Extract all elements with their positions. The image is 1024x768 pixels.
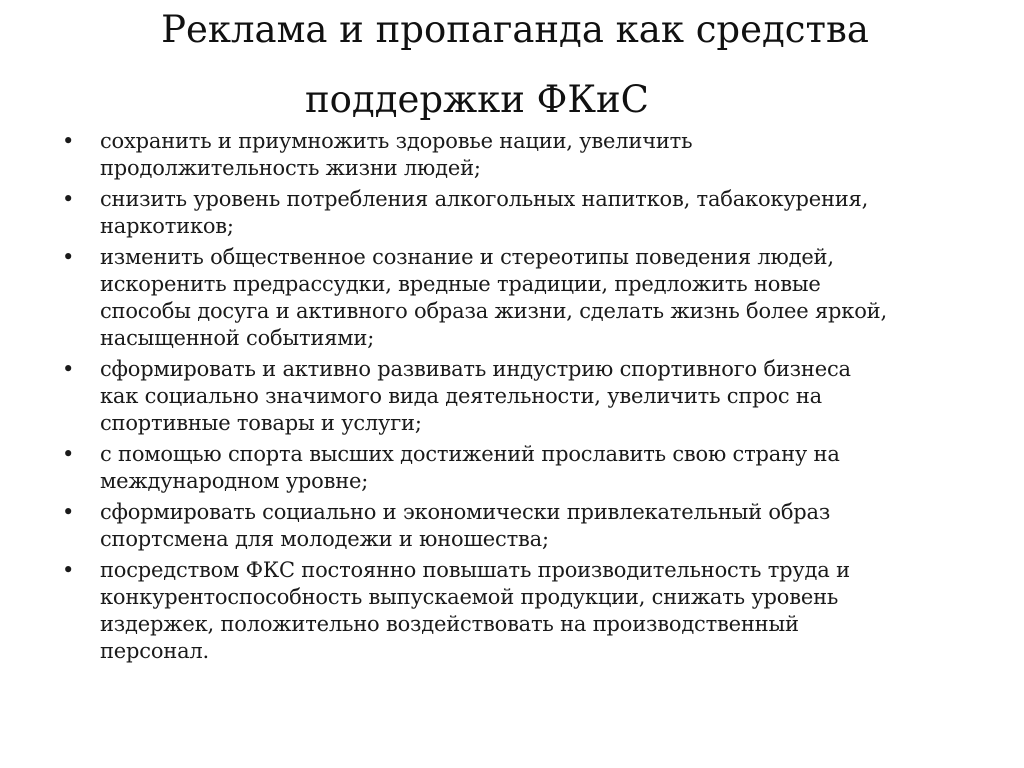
bullet-text-line: конкурентоспособность выпускаемой продукции, снижать уровень: [100, 585, 839, 609]
slide-title-line-2: поддержки ФКиС: [305, 78, 649, 121]
bullet-item: [62, 557, 982, 665]
bullet-text-line: насыщенной событиями;: [100, 326, 375, 350]
bullet-text-line: искоренить предрассудки, вредные традиции, предложить новые: [100, 272, 821, 296]
bullet-item: [62, 499, 982, 553]
bullet-item: [62, 244, 982, 352]
bullet-dot-icon: •: [62, 442, 75, 466]
bullet-text-line: посредством ФКС постоянно повышать производительность труда и: [100, 558, 850, 582]
bullet-item: [62, 441, 982, 495]
bullet-text-line: издержек, положительно воздействовать на производственный: [100, 612, 799, 636]
bullet-item: [62, 186, 982, 240]
bullet-dot-icon: •: [62, 245, 75, 269]
bullet-text-line: с помощью спорта высших достижений прославить свою страну на: [100, 442, 840, 466]
bullet-dot-icon: •: [62, 187, 75, 211]
bullet-list: [62, 128, 982, 669]
bullet-text-line: спортсмена для молодежи и юношества;: [100, 527, 549, 551]
slide-title: [0, 4, 1024, 126]
bullet-text-line: снизить уровень потребления алкогольных напитков, табакокурения,: [100, 187, 869, 211]
bullet-text-line: наркотиков;: [100, 214, 234, 238]
slide-title-line-1: Реклама и пропаганда как средства: [161, 8, 869, 51]
bullet-text-line: как социально значимого вида деятельности, увеличить спрос на: [100, 384, 822, 408]
bullet-text-line: международном уровне;: [100, 469, 369, 493]
bullet-dot-icon: •: [62, 357, 75, 381]
bullet-text-line: изменить общественное сознание и стереотипы поведения людей,: [100, 245, 834, 269]
bullet-text-line: сформировать и активно развивать индустрию спортивного бизнеса: [100, 357, 851, 381]
bullet-text-line: способы досуга и активного образа жизни, сделать жизнь более яркой,: [100, 299, 887, 323]
bullet-item: [62, 128, 982, 182]
bullet-dot-icon: •: [62, 500, 75, 524]
bullet-item: [62, 356, 982, 437]
bullet-text-line: сформировать социально и экономически привлекательный образ: [100, 500, 831, 524]
bullet-text-line: сохранить и приумножить здоровье нации, увеличить: [100, 129, 693, 153]
bullet-text-line: спортивные товары и услуги;: [100, 411, 422, 435]
bullet-text-line: персонал.: [100, 639, 210, 663]
bullet-dot-icon: •: [62, 129, 75, 153]
bullet-dot-icon: •: [62, 558, 75, 582]
bullet-text-line: продолжительность жизни людей;: [100, 156, 481, 180]
